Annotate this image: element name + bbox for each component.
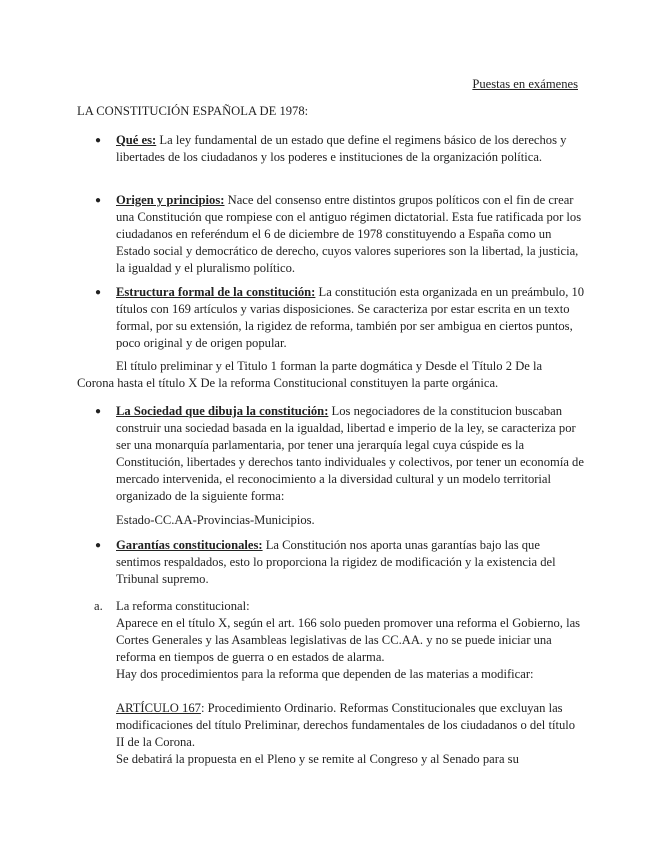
reforma-heading: La reforma constitucional: [116, 599, 250, 613]
section-label: Qué es: [116, 133, 157, 147]
section-label: Origen y principios: [116, 193, 225, 207]
section-estructura-text [116, 284, 586, 352]
section-que-es [94, 132, 586, 166]
section-que-es-text [116, 132, 586, 166]
section-body: Los negociadores de la constitucion buscaban construir una sociedad basada en la igualdad, libertad e imperio de la ley, se caracteriza por ser una monarquía parlamentaria, por tener una jerarquía legal cuya cúspide es la Constitución, libertades y derechos tanto individuales y colectivos, por tener un economía de mercado intervenida, el reconocimiento a la diversidad cultural y un modelo territorial organizado de la siguiente forma: [116, 404, 584, 503]
header-link: Puestas en exámenes [472, 77, 578, 91]
bullet-icon: ● [94, 406, 102, 417]
document-title: LA CONSTITUCIÓN ESPAÑOLA DE 1978: [77, 104, 309, 118]
reforma-text-1: Aparece en el título X, según el art. 166 solo pueden promover una reforma el Gobierno, las Cortes Generales y las Asambleas legislativas de las CC.AA. y no se puede iniciar una reforma en tiempos de guerra o en estados de alarma. [116, 616, 581, 664]
section-body: Nace del consenso entre distintos grupos políticos con el fin de crear una Constitución que rompiese con el antiguo régimen dictatorial. Esta fue ratificada por los ciudadanos en referéndum el 6 de diciembre de 1978 constituyendo a España como un Estado social y democrático de derecho, cuyos valores superiores son la libertad, la justicia, la igualdad y el pluralismo político. [116, 193, 582, 275]
section-label: Estructura formal de la constitución: [116, 285, 316, 299]
section-estructura [94, 284, 586, 352]
articulo-text: : Procedimiento Ordinario. Reformas Constitucionales que excluyan las modificaciones del título Preliminar, derechos fundamentales de los ciudadanos o del título II de la Corona. [116, 701, 576, 749]
section-reforma [94, 598, 586, 768]
section-body: La ley fundamental de un estado que define el regimens básico de los derechos y libertades de los ciudadanos y los poderes e instituciones de la organización política. [116, 133, 567, 164]
reforma-text-2: Hay dos procedimientos para la reforma que dependen de las materias a modificar: [116, 667, 534, 681]
bullet-icon: ● [94, 195, 102, 206]
articulo-167 [116, 700, 586, 751]
section-origen [94, 192, 586, 277]
organizacion-territorial: Estado-CC.AA-Provincias-Municipios. [116, 513, 315, 527]
list-marker: a. [94, 599, 103, 613]
section-label: Garantías constitucionales: [116, 538, 263, 552]
section-sociedad [94, 403, 586, 505]
section-label: La Sociedad que dibuja la constitución: [116, 404, 329, 418]
articulo-label: ARTÍCULO 167 [116, 701, 201, 715]
bullet-icon: ● [94, 540, 102, 551]
section-body: La constitución esta organizada en un preámbulo, 10 títulos con 169 artículos y varias disposiciones. Se caracteriza por estar escrita en un texto formal, por su extensión, la rigidez de reforma, también por ser ambigua en ciertos puntos, poco original y de origen popular. [116, 285, 585, 350]
section-origen-text [116, 192, 586, 277]
section-garantias-text [116, 537, 586, 588]
titulo-paragraph: El título preliminar y el Titulo 1 forman la parte dogmática y Desde el Título 2 De la Corona hasta el título X De la reforma Constitucional constituyen la parte orgánica. [77, 359, 543, 390]
section-body: La Constitución nos aporta unas garantías bajo las que sentimos respaldados, esto lo proporciona la rigidez de modificación y la existencia del Tribunal supremo. [116, 538, 556, 586]
reforma-text-3: Se debatirá la propuesta en el Pleno y se remite al Congreso y al Senado para su [116, 752, 519, 766]
section-sociedad-text [116, 403, 586, 505]
bullet-icon: ● [94, 287, 102, 298]
section-garantias [94, 537, 586, 588]
bullet-icon: ● [94, 135, 102, 146]
